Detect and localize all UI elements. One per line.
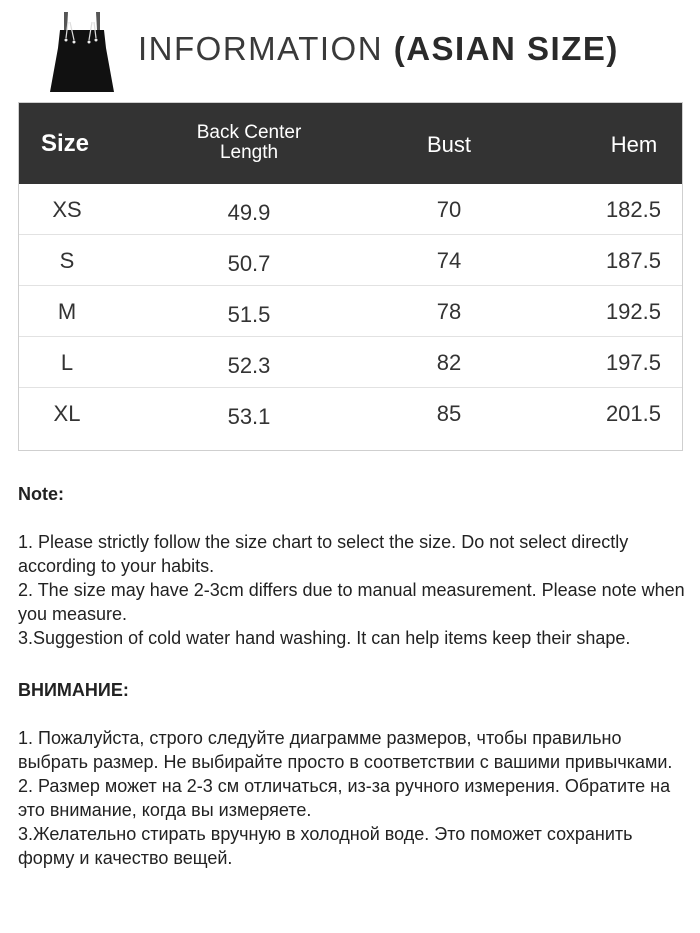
header-hem: Hem <box>610 132 658 157</box>
page-title <box>138 30 619 68</box>
cell-bust: 82 <box>436 350 462 375</box>
note-item: 3.Suggestion of cold water hand washing. It can help items keep their shape. <box>18 628 631 648</box>
cell-back-length: 49.9 <box>227 200 271 225</box>
cell-bust: 74 <box>436 248 462 273</box>
note-item: 1. Пожалуйста, строго следуйте диаграмме размеров, чтобы правильно выбрать размер. Не выбирайте просто в соответствии с вашими привычками. <box>18 728 673 772</box>
cell-hem: 197.5 <box>605 350 661 375</box>
cell-back-length: 52.3 <box>227 353 271 378</box>
cell-hem: 201.5 <box>605 401 661 426</box>
title-main: INFORMATION <box>138 30 394 67</box>
size-table <box>18 102 683 451</box>
cell-size: L <box>60 350 74 375</box>
table-row <box>19 235 682 286</box>
header-bust: Bust <box>426 132 472 157</box>
note-russian <box>18 678 686 870</box>
table-row <box>19 337 682 388</box>
cell-back-length: 51.5 <box>227 302 271 327</box>
black-slip-dress-icon <box>44 8 120 94</box>
cell-bust: 85 <box>436 401 462 426</box>
cell-bust: 70 <box>436 197 462 222</box>
table-row <box>19 286 682 337</box>
table-row <box>19 388 682 439</box>
note-item: 3.Желательно стирать вручную в холодной воде. Это поможет сохранить форму и качество вещей. <box>18 824 633 868</box>
note-item: 2. Размер может на 2-3 см отличаться, из-за ручного измерения. Обратите на это внимание, когда вы измеряете. <box>18 776 671 820</box>
note-title: Note: <box>18 484 64 504</box>
header-back-center-line1: Back Center <box>196 122 302 143</box>
cell-hem: 182.5 <box>605 197 661 222</box>
cell-hem: 192.5 <box>605 299 661 324</box>
note-item: 1. Please strictly follow the size chart to select the size. Do not select directly according to your habits. <box>18 532 629 576</box>
note-english <box>18 482 686 650</box>
cell-hem: 187.5 <box>605 248 661 273</box>
cell-size: M <box>57 299 77 324</box>
note-title: ВНИМАНИЕ: <box>18 680 129 700</box>
title-size-type: (ASIAN SIZE) <box>393 30 619 67</box>
cell-size: S <box>59 248 75 273</box>
cell-back-length: 50.7 <box>227 251 271 276</box>
header-back-center-length <box>179 123 319 163</box>
header-back-center-line2: Length <box>219 142 279 163</box>
header-size: Size <box>41 130 90 157</box>
size-table-header <box>19 103 682 184</box>
cell-size: XL <box>53 401 81 426</box>
table-row <box>19 184 682 235</box>
cell-size: XS <box>52 197 82 222</box>
note-item: 2. The size may have 2-3cm differs due to manual measurement. Please note when you measure. <box>18 580 685 624</box>
page-header <box>0 0 700 100</box>
cell-bust: 78 <box>436 299 462 324</box>
cell-back-length: 53.1 <box>227 404 271 429</box>
